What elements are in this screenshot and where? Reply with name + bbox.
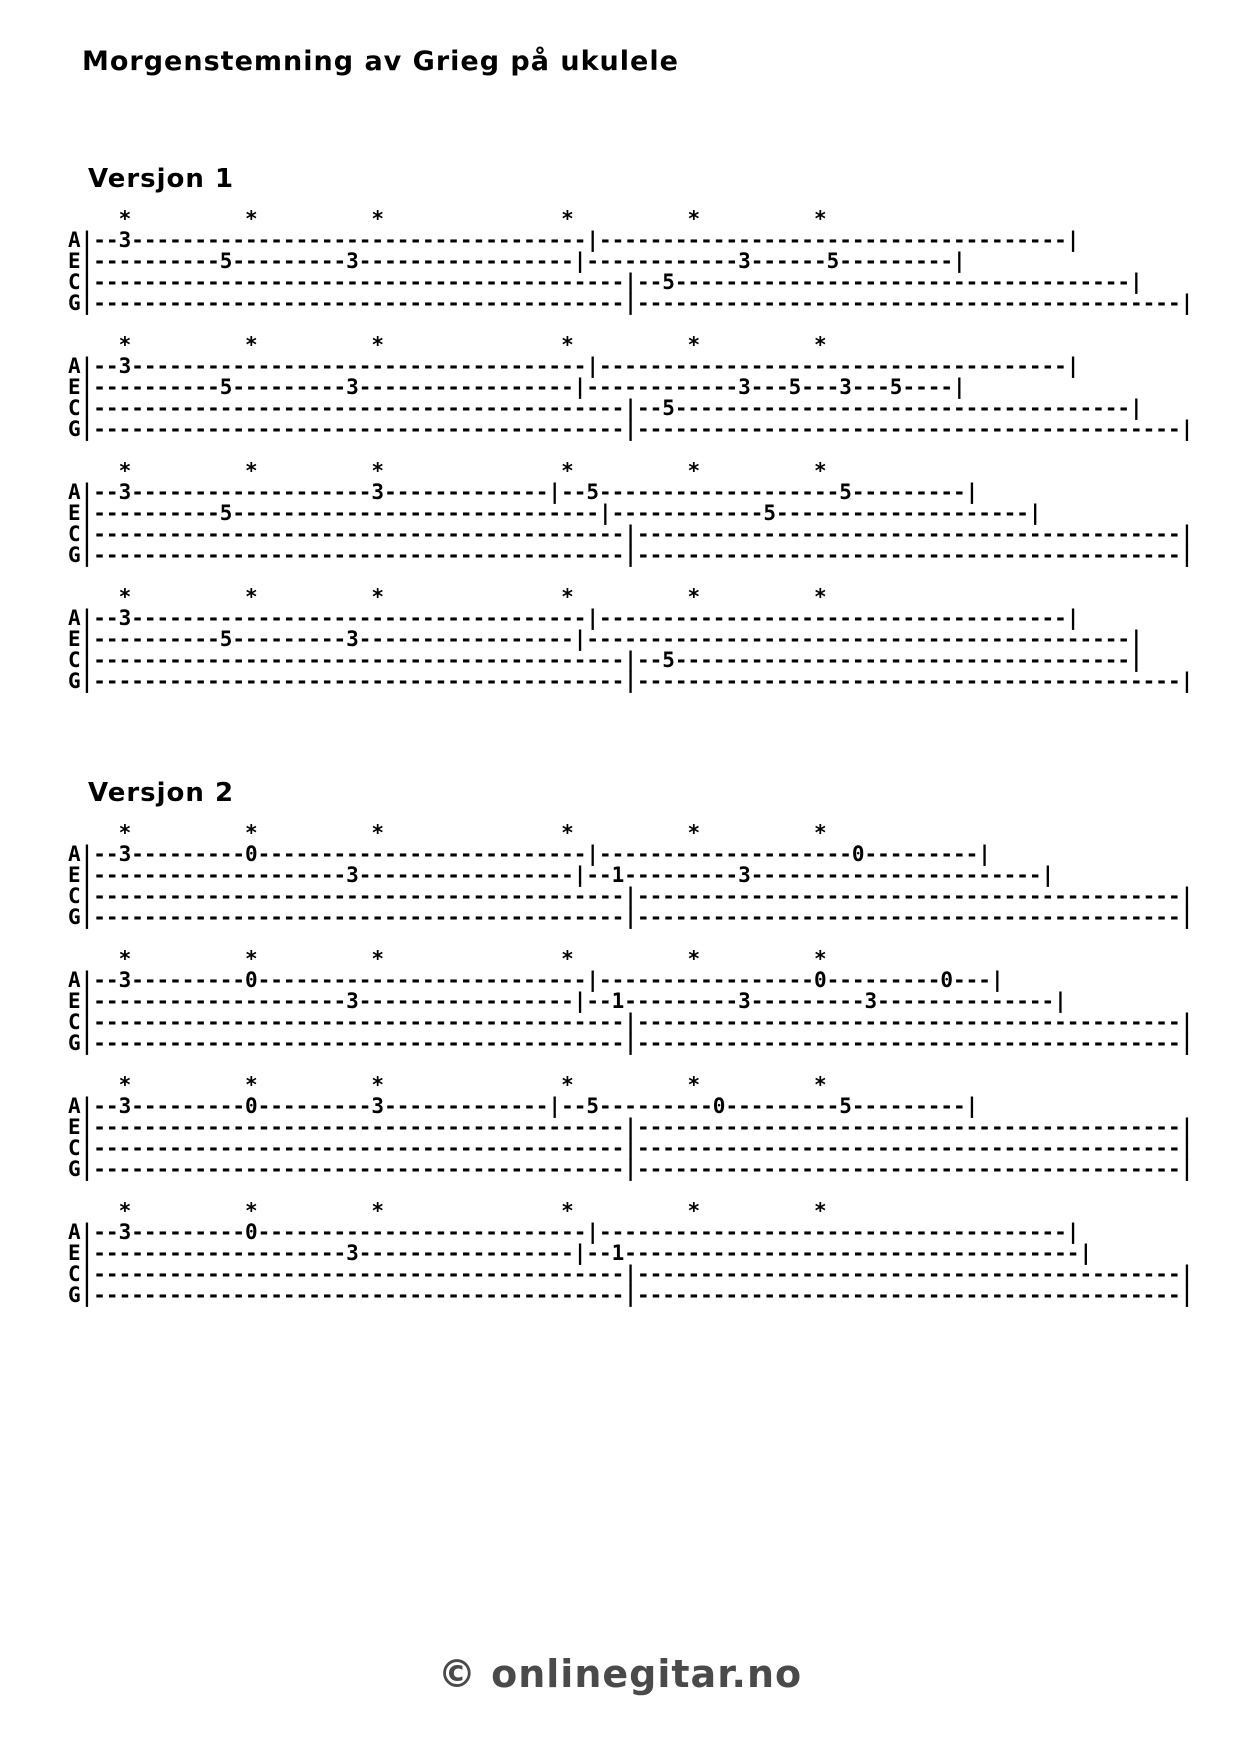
tab-string-a: A|--3------------------------------------|-------------------------------------| <box>68 606 1080 630</box>
tab-beat-marks: * * * * * * <box>68 459 827 483</box>
tab-string-e: E|----------5-----------------------------|------------5--------------------| <box>68 501 1042 525</box>
tab-string-e: E|----------5---------3-----------------|------------3---5---3---5----| <box>68 375 966 399</box>
tab-system-v1-4 <box>68 587 1193 692</box>
tab-string-g: G|------------------------------------------|-------------------------------------------| <box>68 1157 1194 1181</box>
tab-system-v2-1 <box>68 823 1193 928</box>
tab-string-a: A|--3---------0--------------------------|--------------------0---------| <box>68 842 991 866</box>
tab-string-c: C|------------------------------------------|-------------------------------------------| <box>68 522 1194 546</box>
tab-string-a: A|--3-------------------3-------------|--5-------------------5---------| <box>68 480 979 504</box>
tab-string-a: A|--3---------0--------------------------|-----------------0---------0---| <box>68 968 1004 992</box>
tab-string-g: G|------------------------------------------|-------------------------------------------| <box>68 543 1194 567</box>
copyright-footer: © onlinegitar.no <box>437 1652 803 1696</box>
tab-system-v2-4 <box>68 1201 1193 1306</box>
tab-beat-marks: * * * * * * <box>68 333 827 357</box>
tab-beat-marks: * * * * * * <box>68 1073 827 1097</box>
tab-beat-marks: * * * * * * <box>68 585 827 609</box>
tab-beat-marks: * * * * * * <box>68 821 827 845</box>
tab-string-c: C|------------------------------------------|-------------------------------------------| <box>68 1262 1194 1286</box>
tab-string-e: E|--------------------3-----------------|--1------------------------------------| <box>68 1241 1093 1265</box>
tab-string-e: E|----------5---------3-----------------|------------3------5---------| <box>68 249 966 273</box>
tab-string-a: A|--3---------0--------------------------|-------------------------------------| <box>68 1220 1080 1244</box>
tab-string-g: G|------------------------------------------|-------------------------------------------| <box>68 669 1194 693</box>
tab-string-c: C|------------------------------------------|-------------------------------------------| <box>68 1136 1194 1160</box>
tab-string-g: G|------------------------------------------|-------------------------------------------| <box>68 291 1194 315</box>
page-title: Morgenstemning av Grieg på ukulele <box>82 46 679 77</box>
tab-string-c: C|------------------------------------------|--5------------------------------------| <box>68 396 1143 420</box>
version-2-heading: Versjon 2 <box>88 778 235 808</box>
tab-string-g: G|------------------------------------------|-------------------------------------------| <box>68 1031 1194 1055</box>
tab-beat-marks: * * * * * * <box>68 207 827 231</box>
tab-string-c: C|------------------------------------------|--5------------------------------------| <box>68 270 1143 294</box>
tab-string-e: E|--------------------3-----------------|--1---------3-----------------------| <box>68 863 1055 887</box>
tab-string-e: E|--------------------3-----------------|--1---------3---------3--------------| <box>68 989 1067 1013</box>
tab-string-c: C|------------------------------------------|-------------------------------------------| <box>68 1010 1194 1034</box>
tab-beat-marks: * * * * * * <box>68 947 827 971</box>
tab-string-a: A|--3------------------------------------|-------------------------------------| <box>68 354 1080 378</box>
version-1-heading: Versjon 1 <box>88 164 235 194</box>
tab-string-a: A|--3------------------------------------|-------------------------------------| <box>68 228 1080 252</box>
tab-system-v1-1 <box>68 209 1193 314</box>
tab-string-g: G|------------------------------------------|-------------------------------------------| <box>68 905 1194 929</box>
tab-system-v2-2 <box>68 949 1193 1054</box>
tab-string-a: A|--3---------0---------3-------------|--5---------0---------5---------| <box>68 1094 979 1118</box>
tab-string-e: E|------------------------------------------|-------------------------------------------| <box>68 1115 1194 1139</box>
tab-system-v1-3 <box>68 461 1193 566</box>
tab-string-g: G|------------------------------------------|-------------------------------------------| <box>68 417 1194 441</box>
tab-string-g: G|------------------------------------------|-------------------------------------------| <box>68 1283 1194 1307</box>
tab-system-v1-2 <box>68 335 1193 440</box>
tab-string-c: C|------------------------------------------|--5------------------------------------| <box>68 648 1143 672</box>
tab-string-e: E|----------5---------3-----------------|-------------------------------------------| <box>68 627 1143 651</box>
tab-system-v2-3 <box>68 1075 1193 1180</box>
tab-string-c: C|------------------------------------------|-------------------------------------------| <box>68 884 1194 908</box>
tab-beat-marks: * * * * * * <box>68 1199 827 1223</box>
